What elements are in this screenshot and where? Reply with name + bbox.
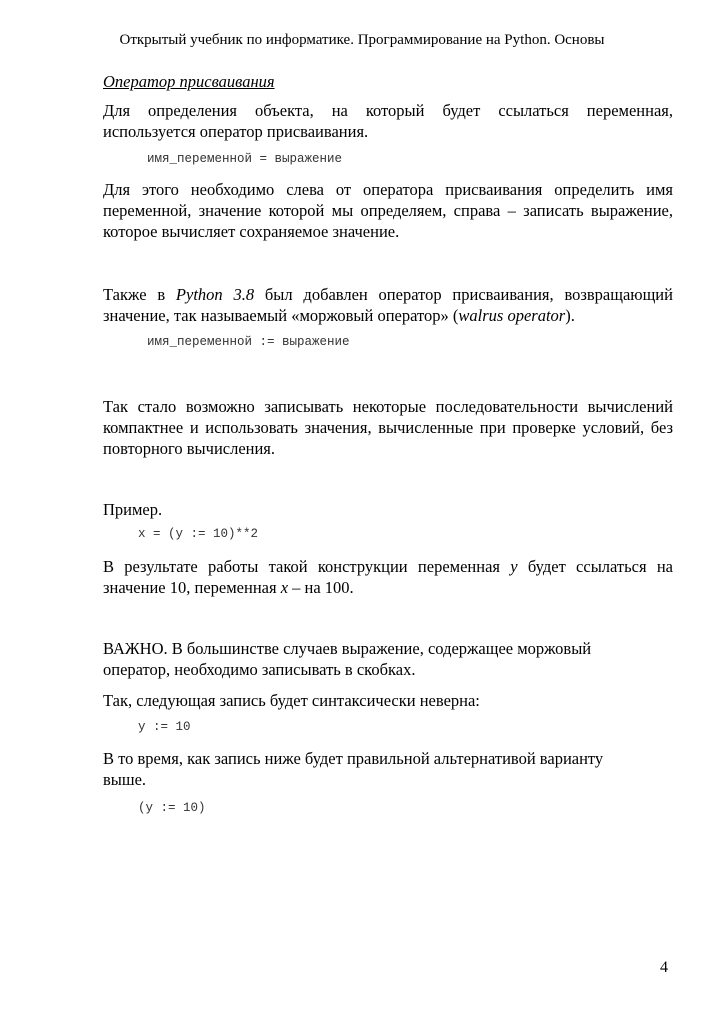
- paragraph-definition: [103, 100, 673, 142]
- python-version-text: Python 3.8: [175, 285, 255, 304]
- paragraph-result: [103, 556, 673, 598]
- paragraph-line: повторного вычисления.: [103, 439, 276, 458]
- text-run: значение, так называемый «моржовый оператор» (: [103, 306, 459, 325]
- page-number: 4: [660, 959, 668, 976]
- code-walrus: имя_переменной := выражение: [147, 335, 350, 349]
- paragraph-invalid-intro: Так, следующая запись будет синтаксически неверна:: [103, 691, 480, 710]
- paragraph-line: [103, 305, 673, 326]
- paragraph-explanation: [103, 179, 673, 242]
- text-run: будет ссылаться на: [517, 557, 673, 576]
- running-header: Открытый учебник по информатике. Программирование на Python. Основы: [119, 32, 605, 48]
- code-assignment: имя_переменной = выражение: [147, 152, 343, 166]
- paragraph-line: В то время, как запись ниже будет правильной альтернативой варианту: [103, 749, 604, 768]
- variable-y: y: [510, 557, 518, 576]
- code-valid: (y := 10): [138, 801, 206, 815]
- text-run: ).: [565, 306, 575, 325]
- variable-x: x: [280, 578, 289, 597]
- paragraph-line: компактнее и использовать значения, вычисленные при проверке условий, без: [103, 418, 673, 437]
- paragraph-line: [103, 556, 673, 577]
- paragraph-line: переменной, значение которой мы определяем, справа – записать выражение,: [103, 201, 673, 220]
- paragraph-line: оператор, необходимо записывать в скобках.: [103, 660, 416, 679]
- paragraph-important: [103, 638, 673, 680]
- text-run: значение 10, переменная: [103, 578, 281, 597]
- paragraph-line: Для определения объекта, на который будет ссылаться переменная,: [103, 101, 673, 120]
- paragraph-line: [103, 577, 673, 598]
- paragraph-line: [103, 284, 673, 305]
- walrus-english-term: walrus operator: [458, 306, 566, 325]
- paragraph-benefit: [103, 396, 673, 459]
- code-invalid: y := 10: [138, 720, 191, 734]
- paragraph-line: Для этого необходимо слева от оператора присваивания определить имя: [103, 180, 673, 199]
- section-heading: Оператор присваивания: [103, 72, 275, 91]
- text-run: Также в: [103, 285, 176, 304]
- paragraph-line: используется оператор присваивания.: [103, 122, 369, 141]
- paragraph-line: Так стало возможно записывать некоторые последовательности вычислений: [103, 397, 673, 416]
- text-run: В результате работы такой конструкции переменная: [103, 557, 511, 576]
- paragraph-line: выше.: [103, 770, 147, 789]
- code-example: x = (y := 10)**2: [138, 527, 259, 541]
- paragraph-line: ВАЖНО. В большинстве случаев выражение, содержащее моржовый: [103, 639, 592, 658]
- text-run: – на 100.: [288, 578, 354, 597]
- example-label: Пример.: [103, 500, 163, 519]
- text-run: был добавлен оператор присваивания, возвращающий: [254, 285, 673, 304]
- paragraph-valid-intro: [103, 748, 673, 790]
- paragraph-line: которое вычисляет сохраняемое значение.: [103, 222, 400, 241]
- paragraph-walrus-intro: [103, 284, 673, 326]
